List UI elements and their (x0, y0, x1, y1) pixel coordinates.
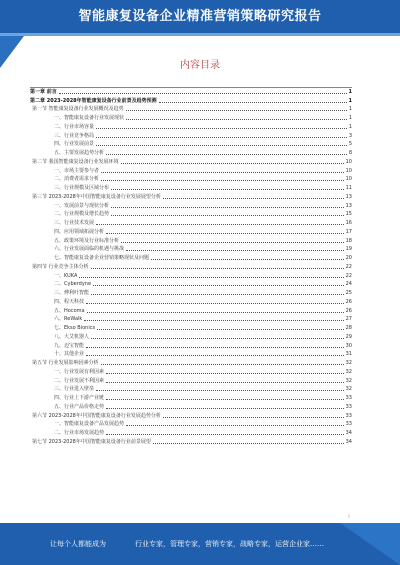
toc-leader-dots (121, 242, 344, 243)
toc-entry-page: 31 (345, 351, 352, 358)
toc-leader-dots (121, 163, 344, 164)
toc-entry-label: 四、应用领域拓展分析 (54, 228, 105, 235)
toc-entry[interactable] (30, 209, 352, 218)
toc-entry-page: 1 (348, 97, 352, 104)
toc-entry-label: 第六节 2023-2028年中国智能康复设备行业发展趋势分析 (32, 412, 161, 419)
toc-entry[interactable] (30, 244, 352, 253)
toc-leader-dots (84, 320, 343, 321)
toc-leader-dots (159, 102, 347, 103)
toc-leader-dots (111, 215, 344, 216)
toc-leader-dots (151, 259, 344, 260)
toc-entry[interactable] (30, 104, 352, 113)
toc-entry-label: 三、行业进入壁垒 (54, 386, 95, 393)
toc-entry-page: 33 (345, 412, 352, 419)
toc-entry[interactable] (30, 235, 352, 244)
toc-leader-dots (111, 207, 344, 208)
toc-leader-dots (96, 390, 344, 391)
toc-leader-dots (106, 233, 344, 234)
toc-leader-dots (91, 268, 344, 269)
toc-leader-dots (93, 285, 344, 286)
toc-entry-label: 十、其他企业 (54, 351, 85, 358)
toc-entry[interactable] (30, 121, 352, 130)
toc-entry-label: 一、发展前景与现状分析 (54, 202, 110, 209)
toc-entry[interactable] (30, 375, 352, 384)
toc-entry-page: 1 (348, 106, 352, 113)
toc-entry-page: 5 (348, 141, 352, 148)
toc-leader-dots (106, 382, 344, 383)
toc-entry-label: 第二章 2023-2028年智能康复设备行业前景及趋势预测 (30, 97, 157, 104)
toc-entry-label: 六、ReWalk (54, 316, 83, 323)
toc-entry-label: 第一章 前言 (30, 88, 57, 95)
toc-entry-label: 三、行业技术发展 (54, 220, 95, 226)
toc-entry-page: 33 (345, 395, 352, 401)
toc-entry-page: 32 (345, 377, 352, 384)
toc-entry-page: 32 (345, 368, 352, 375)
toc-leader-dots (101, 172, 344, 173)
toc-leader-dots (79, 277, 343, 278)
toc-leader-dots (106, 408, 344, 409)
toc-entry-page: 22 (345, 263, 352, 270)
toc-entry[interactable] (30, 130, 352, 139)
toc-entry-page: 27 (345, 316, 352, 323)
toc-entry[interactable] (30, 112, 352, 121)
toc-leader-dots (96, 224, 344, 225)
toc-entry-page: 22 (345, 272, 352, 279)
toc-entry-label: 七、Ekso Bionics (54, 325, 96, 331)
toc-entry-label: 第四节 行业竞争主体分析 (32, 263, 89, 270)
toc-entry[interactable] (30, 436, 352, 445)
toc-entry-label: 三、行业竞争格局 (54, 132, 95, 139)
toc-leader-dots (87, 312, 344, 313)
footer-slogan: 让每个人都能成为 (50, 540, 106, 548)
toc-entry[interactable] (30, 322, 352, 331)
toc-leader-dots (163, 417, 344, 418)
toc-entry[interactable] (30, 427, 352, 436)
toc-entry-page: 33 (345, 403, 352, 410)
header-stripe (0, 33, 400, 36)
toc-entry-label: 五、主要发展趋势分析 (54, 150, 105, 156)
toc-entry[interactable] (30, 217, 352, 226)
toc-entry[interactable] (30, 384, 352, 393)
toc-entry-page: 16 (345, 220, 352, 226)
toc-entry[interactable] (30, 139, 352, 148)
toc-entry-label: 第七节 2023-2028年中国智能康复设备行业前景展望 (32, 438, 151, 445)
toc-entry-label: 八、大艾机器人 (54, 333, 90, 340)
toc-leader-dots (97, 329, 344, 330)
toc-entry-label: 二、行业市场发展趋势 (54, 430, 105, 436)
toc-entry-page: 1 (348, 88, 352, 95)
toc-entry[interactable] (30, 287, 352, 296)
toc-entry[interactable] (30, 357, 352, 366)
toc-entry[interactable] (30, 392, 352, 401)
toc-leader-dots (106, 434, 344, 435)
toc-entry-page: 8 (348, 150, 352, 156)
toc-entry-page: 11 (345, 185, 352, 191)
toc-entry-page: 29 (345, 333, 352, 340)
toc-entry-label: 二、消费者需求分析 (54, 176, 100, 183)
toc-leader-dots (91, 294, 344, 295)
toc-entry-page: 32 (345, 386, 352, 393)
toc-leader-dots (111, 189, 344, 190)
toc-entry-page: 18 (345, 237, 352, 244)
toc-entry[interactable] (30, 401, 352, 410)
toc-entry[interactable] (30, 165, 352, 174)
toc-entry[interactable] (30, 296, 352, 305)
toc-leader-dots (126, 119, 347, 120)
toc-leader-dots (163, 198, 344, 199)
toc-leader-dots (106, 154, 347, 155)
toc-entry[interactable] (30, 174, 352, 183)
toc-leader-dots (106, 399, 344, 400)
toc-entry-label: 七、智能康复设备企业营销策略现状及问题 (54, 255, 150, 261)
report-header (0, 0, 400, 36)
toc-entry-label: 第三节 2023-2028年中国智能康复设备行业发展展望分析 (32, 193, 161, 200)
toc-entry[interactable] (30, 191, 352, 200)
toc-entry[interactable] (30, 314, 352, 323)
footer-diagonal-decoration (340, 523, 400, 565)
toc-leader-dots (86, 303, 344, 304)
toc-leader-dots (101, 364, 344, 365)
toc-entry-page: 30 (345, 342, 352, 349)
toc-entry[interactable] (30, 410, 352, 419)
toc-entry-label: 六、行业发展面临的机遇与挑战 (54, 246, 125, 253)
toc-leader-dots (96, 137, 347, 138)
toc-leader-dots (126, 110, 347, 111)
toc-entry[interactable] (30, 270, 352, 279)
toc-leader-dots (59, 93, 347, 94)
report-title: 智能康复设备企业精准营销策略研究报告 (78, 9, 322, 24)
toc-entry-page: 10 (345, 167, 352, 174)
toc-entry-label: 五、Hocoma (54, 307, 85, 314)
toc-entry-label: 五、政策环境及行业标准分析 (54, 237, 120, 244)
toc-entry-label: 九、迈宝智能 (54, 342, 85, 349)
toc-leader-dots (101, 180, 344, 181)
toc-entry-label: 二、Cyberdyne (54, 281, 92, 288)
toc-entry[interactable] (30, 156, 352, 165)
toc-entry[interactable] (30, 279, 352, 288)
toc-entry-label: 一、市场主要参与者 (54, 167, 100, 174)
toc-entry[interactable] (30, 340, 352, 349)
toc-entry-label: 三、傅利叶智能 (54, 290, 90, 296)
toc-leader-dots (126, 425, 344, 426)
toc-entry[interactable] (30, 419, 352, 428)
toc-entry[interactable] (30, 366, 352, 375)
toc-entry-label: 一、智能康复设备产品发展趋势 (54, 421, 125, 428)
toc-entry-label: 一、行业发展有利因素 (54, 368, 105, 375)
toc-entry-page: 1 (348, 115, 352, 121)
toc-entry-label: 四、程天科技 (54, 298, 85, 305)
toc-entry-label: 第一节 智能康复设备行业发展概况及趋势 (32, 106, 124, 113)
toc-entry-label: 三、行业规模及区域分布 (54, 185, 110, 191)
toc-leader-dots (153, 443, 344, 444)
toc-entry-page: 17 (345, 228, 352, 235)
toc-entry[interactable] (30, 261, 352, 270)
toc-leader-dots (86, 347, 344, 348)
toc-entry-page: 15 (345, 211, 352, 218)
toc-leader-dots (106, 373, 344, 374)
toc-entry-label: 二、行业发展不利因素 (54, 377, 105, 384)
page-number: I (348, 514, 350, 519)
toc-entry-page: 20 (345, 255, 352, 261)
toc-entry-page: 25 (345, 290, 352, 296)
toc-entry[interactable] (30, 349, 352, 358)
toc-entry-page: 1 (348, 123, 352, 130)
toc-entry[interactable] (30, 147, 352, 156)
toc-entry[interactable] (30, 331, 352, 340)
toc-leader-dots (86, 355, 344, 356)
toc-entry-label: 四、行业发展前景 (54, 141, 95, 148)
toc-leader-dots (126, 250, 344, 251)
toc-leader-dots (96, 145, 347, 146)
toc-entry-page: 24 (345, 281, 352, 288)
toc-entry-page: 10 (345, 176, 352, 183)
toc-entry[interactable] (30, 305, 352, 314)
toc-entry-label: 第二节 我国智能康复设备行业发展环境 (32, 158, 119, 165)
toc-entry-page: 28 (345, 325, 352, 331)
toc-entry-label: 二、行业规模及增长趋势 (54, 211, 110, 218)
toc-entry-page: 34 (345, 438, 352, 445)
toc-entry-label: 第五节 行业发展影响因素分析 (32, 360, 99, 366)
toc-entry[interactable] (30, 86, 352, 95)
toc-entry-label: 一、智能康复设备行业发展现状 (54, 115, 125, 121)
toc-entry[interactable] (30, 182, 352, 191)
toc-entry-label: 五、行业产品价格走势 (54, 403, 105, 410)
toc-entry[interactable] (30, 252, 352, 261)
toc-entry-page: 33 (345, 421, 352, 428)
toc-entry[interactable] (30, 200, 352, 209)
toc-entry-page: 13 (345, 193, 352, 200)
toc-entry-page: 19 (345, 246, 352, 253)
footer-tagline: 行业专家，管理专家，营销专家，战略专家，运营企业家…… (135, 540, 324, 548)
toc-entry-page: 3 (348, 132, 352, 139)
report-footer (0, 523, 400, 565)
toc-entry-label: 一、KUKA (54, 272, 78, 279)
toc-leader-dots (91, 338, 344, 339)
toc-entry-page: 10 (345, 158, 352, 165)
toc-leader-dots (96, 128, 347, 129)
toc-heading: 内容目录 (180, 60, 220, 71)
toc-entry-label: 四、行业上下游产业链 (54, 395, 105, 401)
toc-entry-page: 32 (345, 360, 352, 366)
toc-entry-page: 34 (345, 430, 352, 436)
toc-entry-label: 二、行业市场容量 (54, 123, 95, 130)
toc-entry-page: 26 (345, 298, 352, 305)
table-of-contents (30, 86, 352, 445)
toc-entry-page: 26 (345, 307, 352, 314)
toc-entry[interactable] (30, 95, 352, 104)
toc-entry-page: 13 (345, 202, 352, 209)
toc-entry[interactable] (30, 226, 352, 235)
